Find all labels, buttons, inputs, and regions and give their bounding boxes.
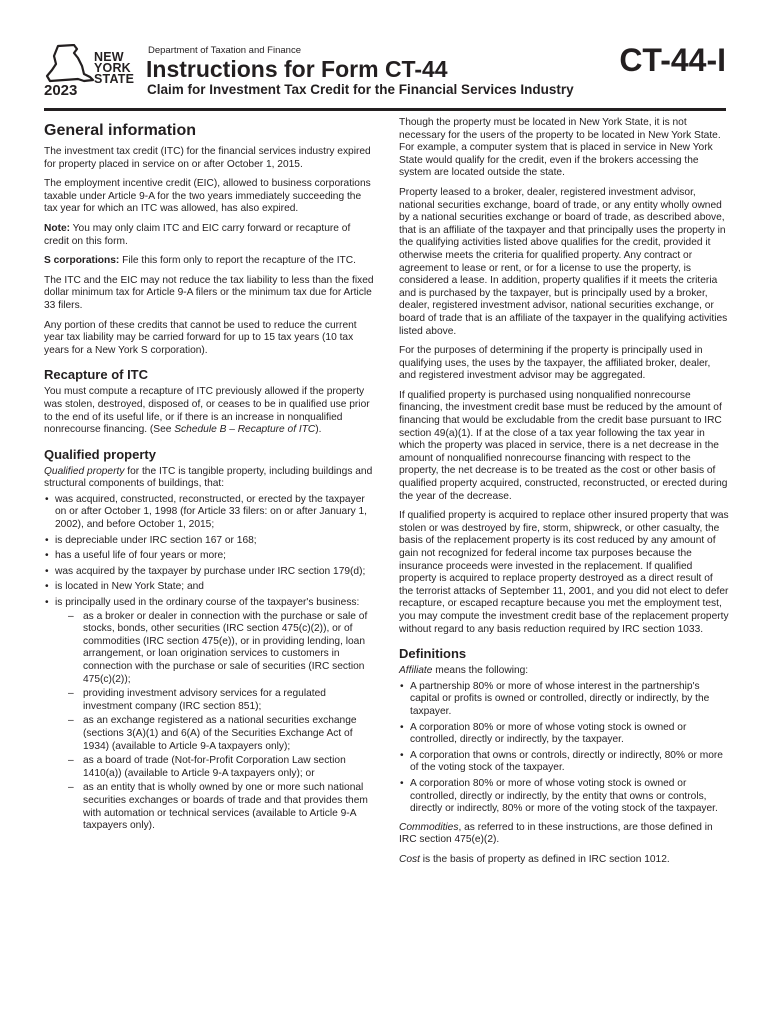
right-column (399, 117, 729, 873)
list-item-text: is principally used in the ordinary course of the taxpayer's business: (55, 597, 360, 609)
logo-wordmark (94, 52, 134, 85)
general-information-heading: General information (44, 122, 197, 139)
tax-year: 2023 (44, 82, 78, 99)
affiliate-text: means the following: (432, 665, 529, 677)
document-subtitle: Claim for Investment Tax Credit for the Financial Services Industry (147, 82, 574, 97)
list-item: – as a board of trade (Not-for-Profit Corporation Law section 1410(a)) (available to Article 9-A taxpayers only); or (68, 755, 376, 780)
list-item: – as an exchange registered as a national securities exchange (sections 3(A)(1) and 6(A) of the Securities Exchange Act of 1934) (available to Article 9-A taxpayers only); (68, 715, 376, 753)
recapture-text: You must compute a recapture of ITC previously allowed if the property was stolen, destroyed, disposed of, or ceases to be in qualified use prior to the end of its useful life, or if there is an increase in nonqualified nonrecourse financing. (See (44, 386, 370, 436)
list-item: • A partnership 80% or more of whose interest in the partnership's capital or profits is owned or controlled, directly or indirectly, by the taxpayer. (399, 681, 729, 719)
qualified-property-heading: Qualified property (44, 446, 156, 462)
cost-definition (399, 854, 729, 867)
qualified-intro-text: for the ITC is tangible property, including buildings and structural components of buildings, that: (44, 465, 373, 490)
list-item: • is depreciable under IRC section 167 or 168; (44, 535, 376, 548)
s-corporations-paragraph (44, 255, 376, 268)
affiliate-definition (399, 665, 729, 678)
qualified-property-intro (44, 466, 376, 491)
logo-line-york: YORK (94, 61, 131, 75)
list-item: • A corporation that owns or controls, directly or indirectly, 80% or more of the voting stock of the taxpayer. (399, 750, 729, 775)
s-corporations-label: S corporations: (44, 255, 120, 267)
header-rule (44, 108, 726, 111)
definitions-heading: Definitions (399, 646, 467, 662)
recapture-end: ). (315, 424, 322, 436)
paragraph: If qualified property is acquired to replace other insured property that was stolen or was destroyed by fire, storm, shipwreck, or other casualty, the basis of the replacement property is its cost reduced by any amount of gain not recognized for federal income tax purposes because the insurance proceeds were invested in the replacement. If qualified property is acquired to replace property destroyed as a direct result of the terrorist attacks of September 11, 2001, and you did not elect to defer recapture, or escaped recapture because you met the employment test, you may compute the investment credit base of the replacement property without regard to any basis reduction required by IRC section 1033. (399, 510, 729, 635)
cost-term: Cost (399, 853, 420, 865)
recapture-paragraph (44, 386, 376, 436)
header (0, 0, 770, 110)
paragraph: The employment incentive credit (EIC), allowed to business corporations taxable under Article 9-A for the two years immediately succeeding the tax year for which an ITC was allowed, has also expired. (44, 178, 371, 215)
commodities-definition (399, 822, 729, 847)
document-title: Instructions for Form CT-44 (146, 56, 448, 82)
note-text: You may only claim ITC and EIC carry forward or recapture of credit on this form. (44, 222, 351, 247)
commodities-text: , as referred to in these instructions, are those defined in IRC section 475(e)(2). (399, 821, 713, 846)
note-paragraph (44, 223, 376, 248)
list-item: • A corporation 80% or more of whose voting stock is owned or controlled, directly or indirectly, by the taxpayer. (399, 722, 729, 747)
list-item (44, 597, 376, 833)
paragraph: Any portion of these credits that cannot be used to reduce the current year tax liability may be carried forward for up to 15 tax years (10 tax years for a New York S corporation). (44, 319, 357, 356)
list-item: – as a broker or dealer in connection with the purchase or sale of stocks, bonds, other securities (IRC section 475(c)(2)), or of commodities (IRC section 475(e)), or in providing lending, loan arrangement, or loan origination services to customers in connection with the purchase or sale of securities (IRC section 475(c)(2)); (68, 611, 376, 687)
list-item: • A corporation 80% or more of whose voting stock is owned or controlled, directly or indirectly, by the entity that owns or controls, directly or indirectly, 80% or more of the voting stock of the taxpayer. (399, 778, 729, 816)
s-corporations-text: File this form only to report the recapture of the ITC. (119, 255, 356, 267)
paragraph: The ITC and the EIC may not reduce the tax liability to less than the fixed dollar minimum tax for Article 9-A filers or the minimum tax due for Article 33 filers. (44, 274, 374, 311)
list-item: – as an entity that is wholly owned by one or more such national securities exchanges or boards of trade and that provides them with automation or technical services (available to Article 9-A taxpayers only). (68, 782, 376, 832)
paragraph: For the purposes of determining if the property is principally used in qualifying uses, the uses by the taxpayer, the affiliated broker, dealer, and registered investment advisor may be aggregated. (399, 345, 711, 382)
commodities-term: Commodities (399, 821, 459, 833)
list-item: • was acquired by the taxpayer by purchase under IRC section 179(d); (44, 566, 376, 579)
list-item: • is located in New York State; and (44, 581, 376, 594)
logo-line-new: NEW (94, 50, 124, 64)
affiliate-term: Affiliate (399, 665, 433, 677)
qualified-criteria-list (44, 494, 376, 833)
note-label: Note: (44, 222, 71, 234)
form-code: CT-44-I (619, 42, 726, 78)
list-item: – providing investment advisory services for a regulated investment company (IRC section 851); (68, 688, 376, 713)
list-item: • was acquired, constructed, reconstructed, or erected by the taxpayer on or after October 1, 1998 (for Article 33 filers: on or after January 1, 2002), and before October 1, 2015; (44, 494, 376, 532)
schedule-b-reference: Schedule B – Recapture of ITC (174, 424, 316, 436)
recapture-heading: Recapture of ITC (44, 367, 149, 383)
affiliate-list (399, 681, 729, 816)
business-use-list (68, 611, 376, 833)
left-column (44, 117, 376, 839)
paragraph: Property leased to a broker, dealer, registered investment advisor, national securities exchange, board of trade, or any entity wholly owned by a national securities exchange or board of trade, as described above, that is an affiliate of the taxpayer and that principally uses the property in the qualifying activities listed above qualifies for the credit, provided it otherwise meets the criteria for qualified property. Any contract or agreement to lease or rent, or for a license to use the property, is considered a lease. In addition, property qualifies if it meets the criteria and is purchased by the taxpayer, but is principally used by a broker, dealer, registered investment advisor, national securities exchange, or board of trade that is an affiliate of the taxpayer in the qualifying activities listed above. (399, 186, 728, 337)
paragraph: Though the property must be located in New York State, it is not necessary for the users of the property to be located in New York State. For example, a computer system that is placed in service in New York State would qualify for the credit, even if the brokers accessing the system are located outside the state. (399, 117, 721, 179)
paragraph: If qualified property is purchased using nonqualified nonrecourse financing, the investment credit base must be reduced by the amount of financing that would be excludable from the credit base pursuant to IRC section 49(a)(1). If at the close of a tax year following the tax year in which the property was placed in service, there is a net decrease in the amount of nonqualified nonrecourse financing with respect to the property, the net decrease is to be treated as the cost or other basis of qualified property acquired, constructed, reconstructed, or erected during the year of the decrease. (399, 389, 728, 502)
paragraph: The investment tax credit (ITC) for the financial services industry expired for property placed in service on or after October 1, 2015. (44, 146, 371, 170)
list-item: • has a useful life of four years or more; (44, 550, 376, 563)
qualified-property-term: Qualified property (44, 465, 125, 477)
department-name: Department of Taxation and Finance (148, 45, 301, 56)
nys-logo (44, 44, 144, 102)
logo-line-state: STATE (94, 72, 135, 86)
ny-state-map-icon (44, 44, 96, 84)
cost-text: is the basis of property as defined in IRC section 1012. (419, 853, 670, 865)
